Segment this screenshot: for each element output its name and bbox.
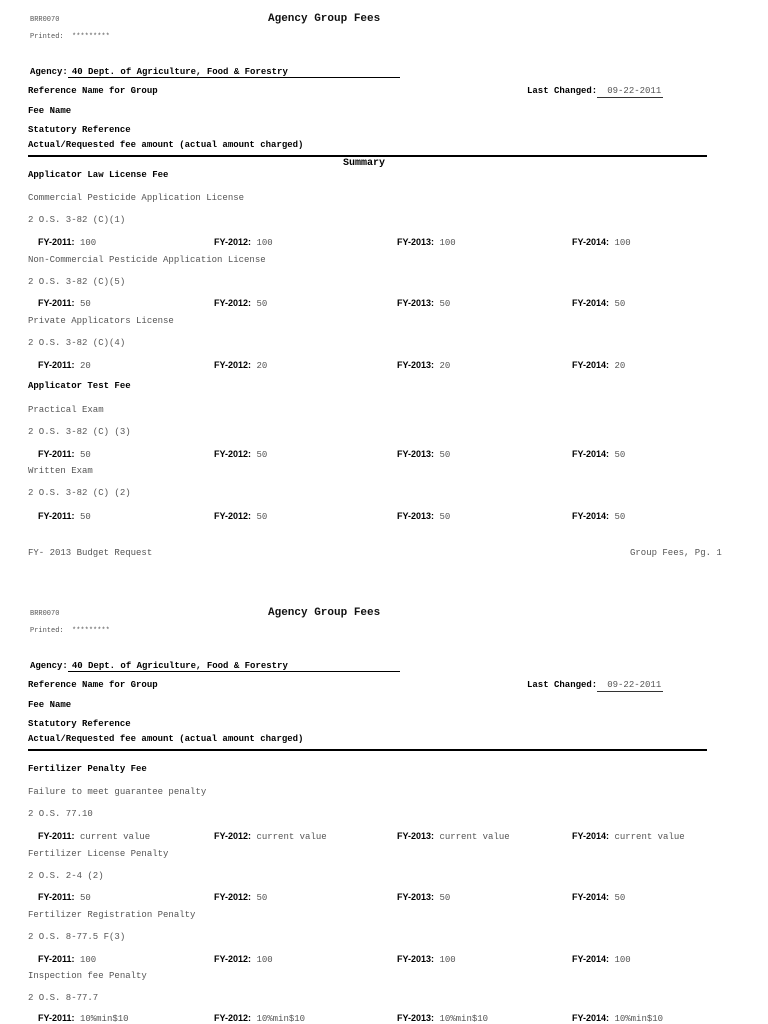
- fy-2011-amount: [38, 892, 91, 903]
- fy-2014-amount: [572, 237, 631, 248]
- actual-label: Actual/Requested fee amount (actual amount charged): [28, 140, 304, 150]
- fy-label: FY-2013:: [397, 831, 435, 841]
- fy-label: FY-2014:: [572, 511, 610, 521]
- last-changed-label: Last Changed:: [527, 680, 598, 690]
- fy-2011-amount: [38, 1013, 129, 1024]
- fy-label: FY-2012:: [214, 954, 252, 964]
- fy-2012-amount: [214, 1013, 305, 1024]
- fy-2011-amount: [38, 360, 91, 371]
- report-page-2: [0, 594, 768, 1024]
- printed-line: [30, 33, 110, 41]
- fee-value: 10%min$10: [439, 1014, 489, 1024]
- printed-label: Printed:: [30, 627, 64, 635]
- fee-name: Inspection fee Penalty: [28, 971, 147, 981]
- fy-label: FY-2013:: [397, 954, 435, 964]
- ref-group-label: Reference Name for Group: [28, 680, 158, 690]
- footer-left: FY- 2013 Budget Request: [28, 548, 153, 558]
- fy-label: FY-2013:: [397, 1013, 435, 1023]
- fee-value: 20: [614, 361, 626, 371]
- agency-label: Agency:: [30, 661, 68, 671]
- fy-2013-amount: [397, 511, 450, 522]
- fee-value: 20: [439, 361, 451, 371]
- fy-2013-amount: [397, 360, 450, 371]
- fee-value: current value: [439, 832, 510, 842]
- printed-line: [30, 627, 110, 635]
- fy-label: FY-2014:: [572, 449, 610, 459]
- fy-label: FY-2011:: [38, 831, 75, 841]
- header-rule: [28, 749, 707, 751]
- last-changed-value: 09-22-2011: [597, 86, 663, 98]
- fy-label: FY-2012:: [214, 1013, 252, 1023]
- fee-value: 50: [256, 450, 268, 460]
- fee-value: 50: [614, 450, 626, 460]
- fy-2011-amount: [38, 449, 91, 460]
- fy-label: FY-2014:: [572, 954, 610, 964]
- fee-name-label: Fee Name: [28, 106, 72, 116]
- fee-name: Fertilizer License Penalty: [28, 849, 169, 859]
- statutory-reference: 2 O.S. 3-82 (C)(5): [28, 277, 126, 287]
- fy-2011-amount: [38, 831, 150, 842]
- ref-group-label: Reference Name for Group: [28, 86, 158, 96]
- fy-label: FY-2011:: [38, 449, 75, 459]
- fy-2013-amount: [397, 237, 456, 248]
- last-changed: [527, 680, 663, 692]
- fy-2013-amount: [397, 954, 456, 965]
- fee-value: 50: [79, 512, 91, 522]
- last-changed-label: Last Changed:: [527, 86, 598, 96]
- fee-value: 50: [256, 512, 268, 522]
- fy-2012-amount: [214, 831, 327, 842]
- fy-2012-amount: [214, 511, 267, 522]
- fy-2013-amount: [397, 831, 510, 842]
- fee-name: Private Applicators License: [28, 316, 174, 326]
- fy-label: FY-2013:: [397, 237, 435, 247]
- agency-line: [30, 67, 400, 78]
- fee-value: 50: [614, 299, 626, 309]
- fy-label: FY-2014:: [572, 360, 610, 370]
- fee-value: 50: [614, 893, 626, 903]
- fy-label: FY-2011:: [38, 954, 75, 964]
- fy-2011-amount: [38, 954, 96, 965]
- fee-value: 100: [256, 238, 273, 248]
- fy-label: FY-2013:: [397, 449, 435, 459]
- fee-value: 50: [439, 450, 451, 460]
- fee-name: Commercial Pesticide Application License: [28, 193, 245, 203]
- fy-label: FY-2014:: [572, 298, 610, 308]
- fy-label: FY-2013:: [397, 360, 435, 370]
- fy-2014-amount: [572, 954, 631, 965]
- fy-2012-amount: [214, 892, 267, 903]
- agency-value: 40 Dept. of Agriculture, Food & Forestry: [68, 661, 400, 672]
- group-name: Applicator Law License Fee: [28, 170, 169, 180]
- fy-label: FY-2011:: [38, 892, 75, 902]
- fee-name-label: Fee Name: [28, 700, 72, 710]
- fy-2014-amount: [572, 298, 625, 309]
- fy-label: FY-2011:: [38, 1013, 75, 1023]
- statutory-label: Statutory Reference: [28, 719, 131, 729]
- statutory-reference: 2 O.S. 2-4 (2): [28, 871, 104, 881]
- fy-2012-amount: [214, 298, 267, 309]
- statutory-reference: 2 O.S. 3-82 (C) (3): [28, 427, 131, 437]
- footer-right: Group Fees, Pg. 1: [630, 548, 722, 558]
- fy-2013-amount: [397, 298, 450, 309]
- fy-2011-amount: [38, 298, 91, 309]
- fy-label: FY-2013:: [397, 511, 435, 521]
- statutory-reference: 2 O.S. 8-77.5 F(3): [28, 932, 126, 942]
- report-title: Agency Group Fees: [268, 607, 381, 619]
- fy-label: FY-2012:: [214, 449, 252, 459]
- fee-value: 50: [79, 299, 91, 309]
- last-changed: [527, 86, 663, 98]
- fy-label: FY-2011:: [38, 360, 75, 370]
- fy-label: FY-2014:: [572, 237, 610, 247]
- statutory-reference: 2 O.S. 8-77.7: [28, 993, 99, 1003]
- fee-value: 10%min$10: [256, 1014, 306, 1024]
- fee-value: 50: [614, 512, 626, 522]
- printed-label: Printed:: [30, 33, 64, 41]
- statutory-reference: 2 O.S. 77.10: [28, 809, 93, 819]
- fee-value: current value: [79, 832, 151, 842]
- fy-2014-amount: [572, 831, 685, 842]
- statutory-reference: 2 O.S. 3-82 (C)(1): [28, 215, 126, 225]
- fy-2014-amount: [572, 360, 625, 371]
- fy-label: FY-2012:: [214, 511, 252, 521]
- fee-value: 100: [79, 238, 97, 248]
- summary-label: Summary: [343, 158, 386, 169]
- fee-name: Practical Exam: [28, 405, 104, 415]
- fee-value: 100: [439, 238, 456, 248]
- statutory-reference: 2 O.S. 3-82 (C) (2): [28, 488, 131, 498]
- fee-value: 50: [256, 299, 268, 309]
- fee-value: 100: [439, 955, 456, 965]
- statutory-reference: 2 O.S. 3-82 (C)(4): [28, 338, 126, 348]
- fy-label: FY-2013:: [397, 892, 435, 902]
- fy-label: FY-2012:: [214, 298, 252, 308]
- fee-value: 50: [79, 893, 91, 903]
- group-name: Applicator Test Fee: [28, 381, 131, 391]
- fy-label: FY-2012:: [214, 831, 252, 841]
- fy-label: FY-2012:: [214, 360, 252, 370]
- fee-name: Failure to meet guarantee penalty: [28, 787, 207, 797]
- fy-2012-amount: [214, 954, 273, 965]
- printed-value: *********: [72, 627, 110, 635]
- report-code: BRR0070: [30, 16, 60, 24]
- fee-value: 50: [439, 299, 451, 309]
- fee-value: 50: [256, 893, 268, 903]
- fee-value: 100: [614, 238, 631, 248]
- fy-2013-amount: [397, 449, 450, 460]
- fy-2014-amount: [572, 1013, 663, 1024]
- statutory-label: Statutory Reference: [28, 125, 131, 135]
- fy-2011-amount: [38, 511, 91, 522]
- fy-2012-amount: [214, 360, 267, 371]
- fy-label: FY-2014:: [572, 892, 610, 902]
- header-rule: [28, 155, 707, 157]
- agency-line: [30, 661, 400, 672]
- fy-2013-amount: [397, 892, 450, 903]
- fy-label: FY-2012:: [214, 892, 252, 902]
- fee-value: 50: [439, 893, 451, 903]
- fee-value: 10%min$10: [79, 1014, 129, 1024]
- fy-label: FY-2011:: [38, 237, 75, 247]
- fy-2012-amount: [214, 449, 267, 460]
- agency-label: Agency:: [30, 67, 68, 77]
- fee-value: 10%min$10: [614, 1014, 664, 1024]
- fee-value: 100: [79, 955, 97, 965]
- fee-value: 100: [256, 955, 273, 965]
- fy-2013-amount: [397, 1013, 488, 1024]
- fy-2014-amount: [572, 511, 625, 522]
- fy-2014-amount: [572, 892, 625, 903]
- fee-name: Fertilizer Registration Penalty: [28, 910, 196, 920]
- printed-value: *********: [72, 33, 110, 41]
- fee-value: 50: [439, 512, 451, 522]
- fee-value: 20: [79, 361, 91, 371]
- last-changed-value: 09-22-2011: [597, 680, 663, 692]
- fee-value: current value: [256, 832, 327, 842]
- fy-label: FY-2012:: [214, 237, 252, 247]
- fy-label: FY-2011:: [38, 511, 75, 521]
- fee-value: 50: [79, 450, 91, 460]
- fy-2012-amount: [214, 237, 273, 248]
- fy-2011-amount: [38, 237, 96, 248]
- fee-value: 100: [614, 955, 631, 965]
- fee-value: current value: [614, 832, 685, 842]
- fy-label: FY-2014:: [572, 1013, 610, 1023]
- fy-label: FY-2011:: [38, 298, 75, 308]
- actual-label: Actual/Requested fee amount (actual amount charged): [28, 734, 304, 744]
- fy-2014-amount: [572, 449, 625, 460]
- fy-label: FY-2014:: [572, 831, 610, 841]
- fee-value: 20: [256, 361, 268, 371]
- group-name: Fertilizer Penalty Fee: [28, 764, 147, 774]
- report-code: BRR0070: [30, 610, 60, 618]
- fy-label: FY-2013:: [397, 298, 435, 308]
- report-title: Agency Group Fees: [268, 13, 381, 25]
- agency-value: 40 Dept. of Agriculture, Food & Forestry: [68, 67, 400, 78]
- fee-name: Written Exam: [28, 466, 93, 476]
- fee-name: Non-Commercial Pesticide Application License: [28, 255, 266, 265]
